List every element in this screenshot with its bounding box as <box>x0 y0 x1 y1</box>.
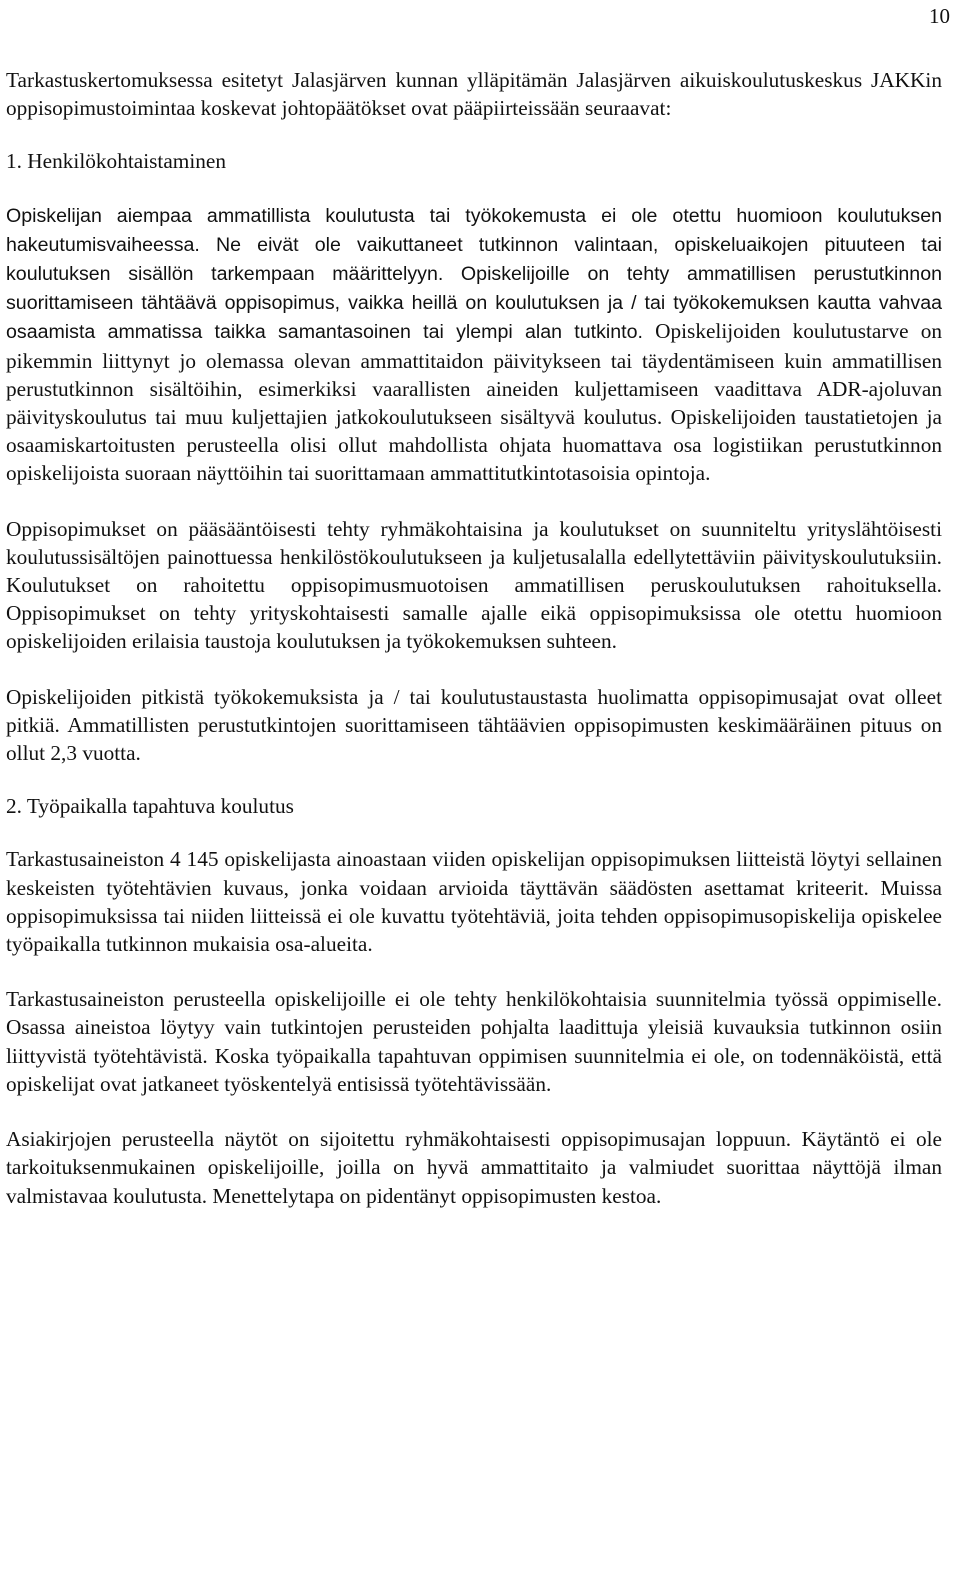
document-body <box>6 66 942 1237</box>
section-1-paragraph-1 <box>6 201 942 488</box>
section-2-paragraph-3: Asiakirjojen perusteella näytöt on sijoitettu ryhmäkohtaisesti oppisopimusajan loppuun. Käytäntö ei ole tarkoituksenmukainen opiskelijoille, joilla on hyvä ammattitaito ja valmiudet suorittaa näyttöjä ilman valmistavaa koulutusta. Menettelytapa on pidentänyt oppisopimusten kestoa. <box>6 1127 942 1208</box>
section-1-paragraph-2: Oppisopimukset on pääsääntöisesti tehty ryhmäkohtaisina ja koulutukset on suunniteltu yrityslähtöisesti koulutussisältöjen painottuessa henkilöstökoulutukseen ja kuljetusalalla edellytettäviin päivityskoulutuksiin. Koulutukset on rahoitettu oppisopimusmuotoisen ammatillisen peruskoulutuksen rahoituksella. Oppisopimukset on tehty yrityskohtaisesti samalle ajalle eikä oppisopimuksissa ole otettu huomioon opiskelijoiden erilaisia taustoja koulutuksen ja työkokemuksen suhteen. <box>6 516 942 654</box>
section-1-paragraph-1-part-b: Opiskelijoille on tehty ammatillisen perustutkinnon suorittamiseen tähtäävä oppisopimus, vaikka heillä on koulutuksen ja / tai työkokemuksen kautta vahvaa osaamista ammatissa taikka samantasoinen tai ylempi alan tutkinto. <box>6 263 942 344</box>
page-number: 10 <box>929 4 950 28</box>
section-1-paragraph-3: Opiskelijoiden pitkistä työkokemuksista ja / tai koulutustaustasta huolimatta oppisopimusajat ovat olleet pitkiä. Ammatillisten perustutkintojen suorittamiseen tähtäävien oppisopimusten keskimääräinen pituus on ollut 2,3 vuotta. <box>6 684 942 766</box>
section-1-paragraph-1-part-c: Opiskelijoiden koulutustarve on pikemmin liittynyt jo olemassa olevan ammattitaidon päivitykseen tai täydentämiseen kuin ammatillisen perustutkinnon sisältöihin, esimerkiksi vaarallisten aineiden kuljettamiseen vaadittava ADR-ajoluvan päivityskoulutus tai muu kuljettajien jatkokoulutukseen sisältyvä koulutus. Opiskelijoiden taustatietojen ja osaamiskartoitusten perusteella olisi ollut mahdollista ohjata huomattava osa logistiikan perustutkinnon opiskelijoista suoraan näyttöihin tai suorittamaan ammattitutkintotasoisia opintoja. <box>6 319 942 486</box>
section-2-paragraph-1: Tarkastusaineiston 4 145 opiskelijasta ainoastaan viiden opiskelijan oppisopimuksen liitteistä löytyi sellainen keskeisten työtehtävien kuvaus, jonka voidaan arvioida täyttävän säädösten asettamat kriteerit. Muissa oppisopimuksissa tai niiden liitteissä ei ole kuvattu työtehtäviä, joita tehden oppisopimusopiskelija opiskelee työpaikalla tutkinnon mukaisia osa-alueita. <box>6 847 942 957</box>
section-1-paragraph-1-part-a: Opiskelijan aiempaa ammatillista koulutusta tai työkokemusta ei ole otettu huomioon koulutuksen hakeutumisvaiheessa. Ne eivät ole vaikuttaneet tutkinnon valintaan, opiskeluaikojen pituuteen tai koulutuksen sisällön tarkempaan määrittelyyn. <box>6 204 942 286</box>
section-1-heading: 1. Henkilökohtaistaminen <box>6 149 227 174</box>
intro-paragraph: Tarkastuskertomuksessa esitetyt Jalasjärven kunnan ylläpitämän Jalasjärven aikuiskoulutuskeskus JAKKin oppisopimustoimintaa koskevat johtopäätökset ovat pääpiirteissään seuraavat: <box>6 68 942 121</box>
section-2-paragraph-2: Tarkastusaineiston perusteella opiskelijoille ei ole tehty henkilökohtaisia suunnitelmia työssä oppimiselle. Osassa aineistoa löytyy vain tutkintojen perusteiden pohjalta laadittuja yleisiä kuvauksia tutkinnon osiin liittyvistä työtehtävistä. Koska työpaikalla tapahtuvan oppimisen suunnitelmia ei ole, on todennäköistä, että opiskelijat ovat jatkaneet työskentelyä entisissä työtehtävissään. <box>6 987 942 1096</box>
section-2-heading: 2. Työpaikalla tapahtuva koulutus <box>6 794 294 819</box>
